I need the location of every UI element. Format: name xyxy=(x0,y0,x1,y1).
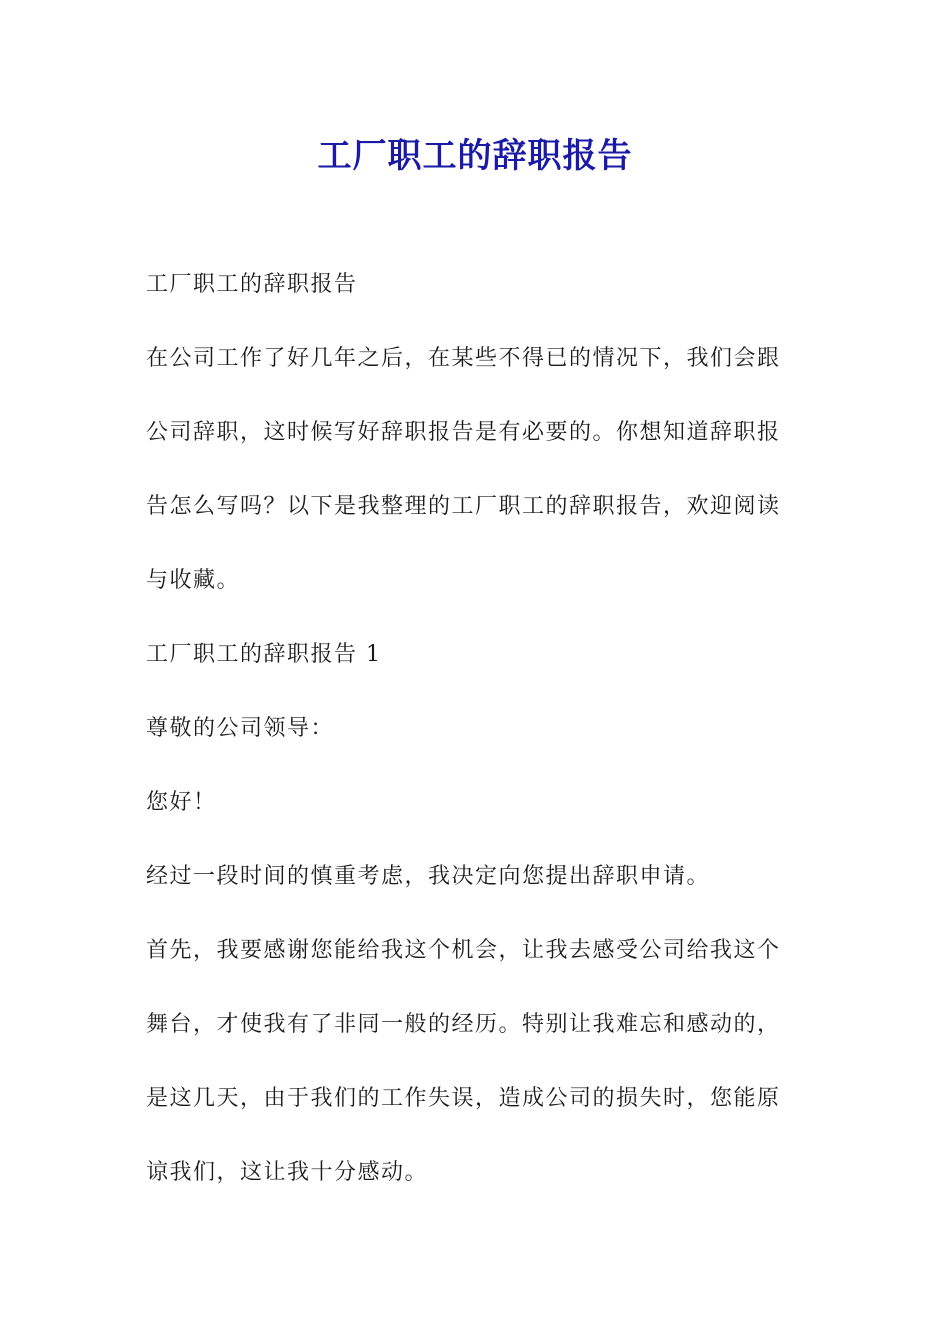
paragraph-line-2: 首先，我要感谢您能给我这个机会，让我去感受公司给我这个 xyxy=(146,938,781,963)
intro-line-3: 告怎么写吗？以下是我整理的工厂职工的辞职报告，欢迎阅读 xyxy=(146,494,781,519)
intro-line-1: 在公司工作了好几年之后，在某些不得已的情况下，我们会跟 xyxy=(146,346,781,371)
intro-line-4: 与收藏。 xyxy=(146,568,241,593)
document-title: 工厂职工的辞职报告 xyxy=(317,136,633,176)
subtitle-line: 工厂职工的辞职报告 xyxy=(146,272,358,297)
paragraph-line-5: 谅我们，这让我十分感动。 xyxy=(146,1160,429,1185)
intro-line-2: 公司辞职，这时候写好辞职报告是有必要的。你想知道辞职报 xyxy=(146,420,781,445)
salutation: 尊敬的公司领导： xyxy=(146,716,335,741)
paragraph-line-4: 是这几天，由于我们的工作失误，造成公司的损失时，您能原 xyxy=(146,1086,781,1111)
section-heading-1: 工厂职工的辞职报告 1 xyxy=(146,642,382,667)
paragraph-line-3: 舞台，才使我有了非同一般的经历。特别让我难忘和感动的， xyxy=(146,1012,781,1037)
document-body xyxy=(146,248,806,1210)
greeting: 您好！ xyxy=(146,790,217,815)
paragraph-line-1: 经过一段时间的慎重考虑，我决定向您提出辞职申请。 xyxy=(146,864,711,889)
